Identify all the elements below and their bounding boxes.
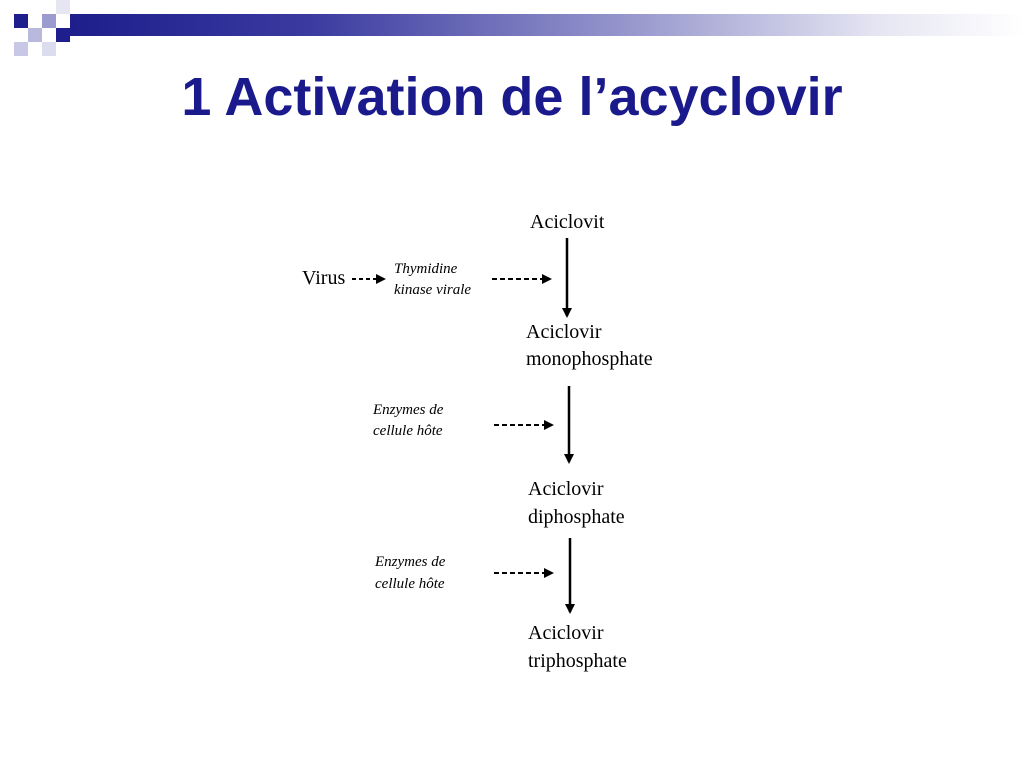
source-virus: Virus	[302, 267, 346, 289]
compound-triphosphate-line1: Aciclovir	[528, 622, 604, 644]
enzyme-thymidine-kinase-line1: Thymidine	[394, 261, 458, 277]
compound-diphosphate-line2: diphosphate	[528, 506, 625, 528]
enzyme-thymidine-kinase-line2: kinase virale	[394, 282, 472, 298]
enzyme-host-cell-1-line2: cellule hôte	[373, 423, 443, 439]
enzyme-host-cell-2-line1: Enzymes de	[375, 554, 446, 570]
enzyme-host-cell-1-line1: Enzymes de	[373, 402, 444, 418]
compound-monophosphate-line2: monophosphate	[526, 348, 653, 370]
enzyme-host-cell-2-line2: cellule hôte	[375, 576, 445, 592]
slide-title: 1 Activation de l’acyclovir	[181, 67, 843, 127]
compound-triphosphate-line2: triphosphate	[528, 650, 627, 672]
compound-diphosphate-line1: Aciclovir	[528, 478, 604, 500]
compound-aciclovit: Aciclovit	[530, 211, 605, 233]
compound-monophosphate-line1: Aciclovir	[526, 321, 602, 343]
